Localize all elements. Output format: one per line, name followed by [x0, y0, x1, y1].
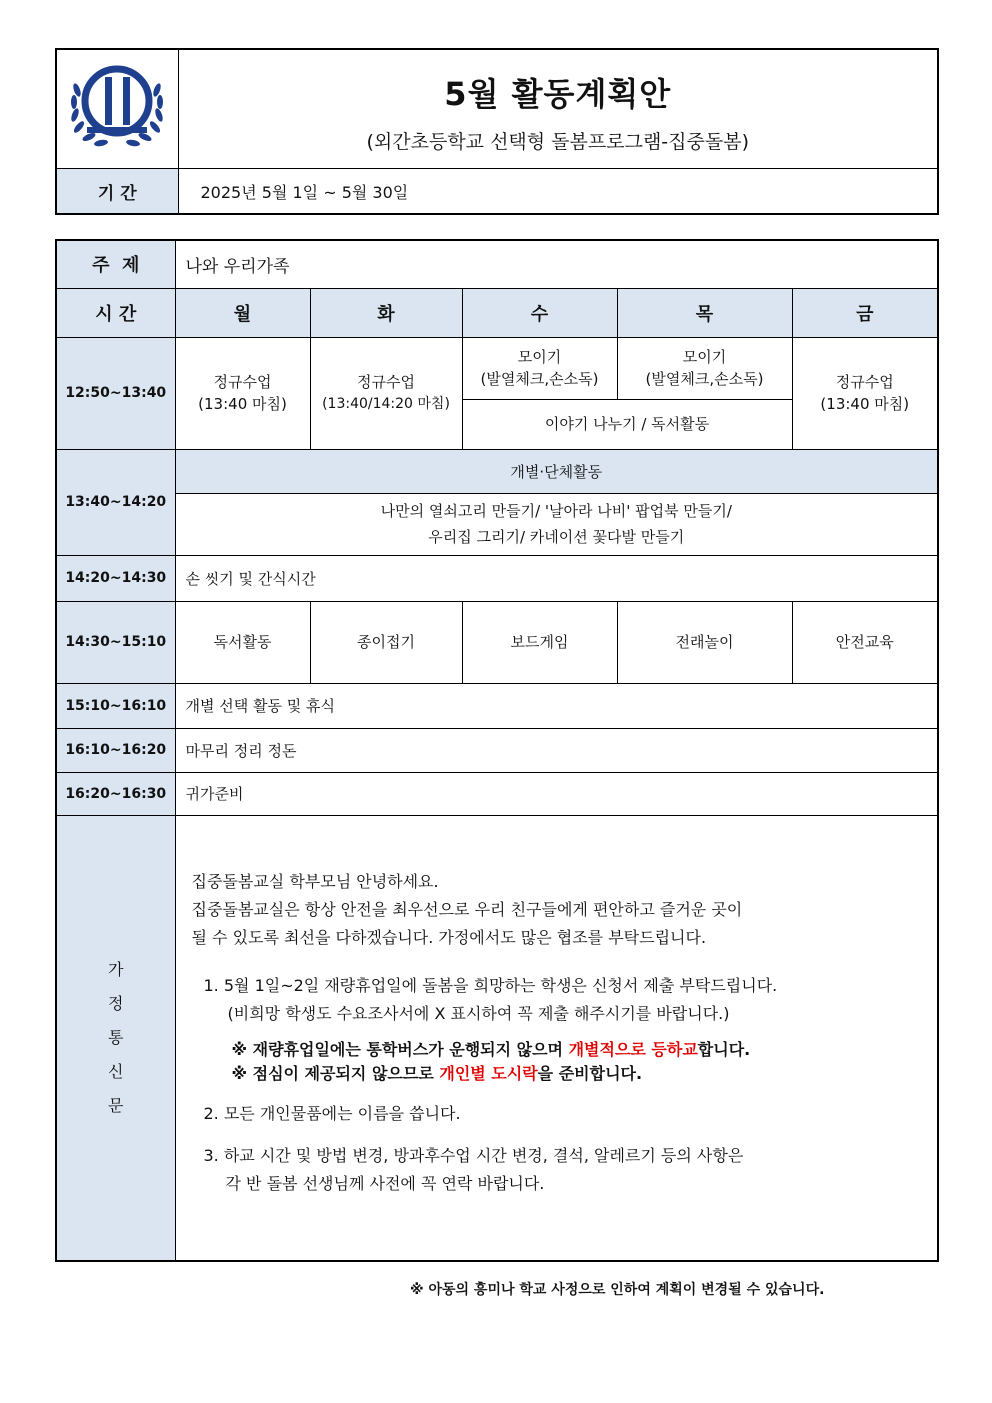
slot1-time: 12:50~13:40: [56, 337, 175, 449]
day-thu: 목: [617, 288, 792, 337]
slot4-thu: 전래놀이: [617, 601, 792, 683]
day-tue: 화: [310, 288, 462, 337]
slot1-thu-line2: (발열체크,손소독): [645, 370, 764, 388]
notice-item-2: 2. 모든 개인물품에는 이름을 씁니다.: [203, 1103, 461, 1123]
notice-warning-2: [192, 1062, 918, 1086]
time-label: 시 간: [56, 288, 175, 337]
slot1-mon-line2: (13:40 마침): [198, 395, 287, 413]
slot1-wed: [462, 337, 617, 399]
warning-1-text: ※ 재량휴업일에는 통학버스가 운행되지 않으며: [231, 1039, 569, 1059]
notice-greeting-1: 집중돌봄교실 학부모님 안녕하세요.: [191, 871, 439, 891]
title-cell: [178, 49, 938, 169]
slot6-text: 마무리 정리 정돈: [175, 728, 938, 772]
slot7-text: 귀가준비: [175, 772, 938, 815]
warning-1-end: 합니다.: [697, 1039, 751, 1059]
warning-2-end: 을 준비합니다.: [537, 1063, 643, 1083]
slot5-text: 개별 선택 활동 및 휴식: [175, 683, 938, 728]
slot1-tue-line2: (13:40/14:20 마침): [322, 396, 450, 412]
slot2-activities: [175, 493, 938, 555]
slot1-mon: [175, 337, 310, 449]
day-fri: 금: [792, 288, 938, 337]
slot5-time: 15:10~16:10: [56, 683, 175, 728]
day-mon: 월: [175, 288, 310, 337]
slot1-fri-line1: 정규수업: [835, 373, 894, 391]
slot2-header: 개별·단체활동: [175, 449, 938, 493]
slot1-mon-line1: 정규수업: [213, 373, 272, 391]
slot4-fri: 안전교육: [792, 601, 938, 683]
notice-label-char: 통: [108, 1027, 124, 1047]
notice-label-char: 정: [108, 993, 124, 1013]
warning-2-text: ※ 점심이 제공되지 않으므로: [231, 1063, 440, 1083]
footnote: ※ 아동의 흥미나 학교 사정으로 인하여 계획이 변경될 수 있습니다.: [410, 1282, 825, 1298]
slot1-wed-thu-bottom: 이야기 나누기 / 독서활동: [462, 399, 792, 449]
slot2-line1: 나만의 열쇠고리 만들기/ '날아라 나비' 팝업북 만들기/: [380, 502, 732, 520]
slot4-mon: 독서활동: [175, 601, 310, 683]
page-title: 5월 활동계획안: [444, 74, 672, 113]
header-table: [55, 48, 939, 215]
notice-item-3-line2: 각 반 돌봄 선생님께 사전에 꼭 연락 바랍니다.: [225, 1173, 545, 1193]
notice-label-char: 가: [108, 959, 124, 979]
period-value: 2025년 5월 1일 ~ 5월 30일: [178, 169, 938, 215]
notice-warning-1: [192, 1038, 918, 1062]
theme-value: 나와 우리가족: [175, 240, 938, 288]
slot1-thu-line1: 모이기: [682, 348, 727, 366]
notice-item-1: 1. 5월 1일~2일 재량휴업일에 돌봄을 희망하는 학생은 신청서 제출 부탁드립니다.: [203, 975, 778, 995]
slot1-wed-line2: (발열체크,손소독): [480, 370, 599, 388]
notice-body: [175, 815, 938, 1261]
schedule-table: [55, 239, 939, 1262]
notice-greeting-3: 될 수 있도록 최선을 다하겠습니다. 가정에서도 많은 협조를 부탁드립니다.: [191, 927, 707, 947]
warning-1-highlight: 개별적으로 등하교: [568, 1039, 698, 1059]
slot1-thu: [617, 337, 792, 399]
school-logo-icon: [65, 57, 169, 157]
slot1-fri: [792, 337, 938, 449]
theme-label: 주 제: [56, 240, 175, 288]
notice-label-char: 신: [108, 1061, 124, 1081]
logo-cell: [56, 49, 178, 169]
slot4-tue: 종이접기: [310, 601, 462, 683]
notice-item-1-sub: (비희망 학생도 수요조사서에 X 표시하여 꼭 제출 해주시기를 바랍니다.): [227, 1003, 730, 1023]
slot6-time: 16:10~16:20: [56, 728, 175, 772]
slot1-wed-line1: 모이기: [517, 348, 562, 366]
slot1-tue-line1: 정규수업: [357, 373, 415, 391]
page-subtitle: (외간초등학교 선택형 돌봄프로그램-집중돌봄): [366, 130, 749, 153]
slot7-time: 16:20~16:30: [56, 772, 175, 815]
notice-label: [56, 815, 175, 1261]
period-label: 기 간: [56, 169, 178, 215]
slot3-time: 14:20~14:30: [56, 555, 175, 601]
notice-greeting-2: 집중돌봄교실은 항상 안전을 최우선으로 우리 친구들에게 편안하고 즐거운 곳이: [191, 899, 743, 919]
slot1-fri-line2: (13:40 마침): [820, 395, 910, 413]
day-wed: 수: [462, 288, 617, 337]
notice-item-3: 3. 하교 시간 및 방법 변경, 방과후수업 시간 변경, 결석, 알레르기 등의 사항은: [203, 1145, 744, 1165]
notice-label-char: 문: [108, 1095, 124, 1115]
slot1-tue: [310, 337, 462, 449]
slot4-time: 14:30~15:10: [56, 601, 175, 683]
slot2-time: 13:40~14:20: [56, 449, 175, 555]
slot2-line2: 우리집 그리기/ 카네이션 꽃다발 만들기: [428, 528, 685, 546]
slot4-wed: 보드게임: [462, 601, 617, 683]
slot3-text: 손 씻기 및 간식시간: [175, 555, 938, 601]
warning-2-highlight: 개인별 도시락: [439, 1063, 538, 1083]
